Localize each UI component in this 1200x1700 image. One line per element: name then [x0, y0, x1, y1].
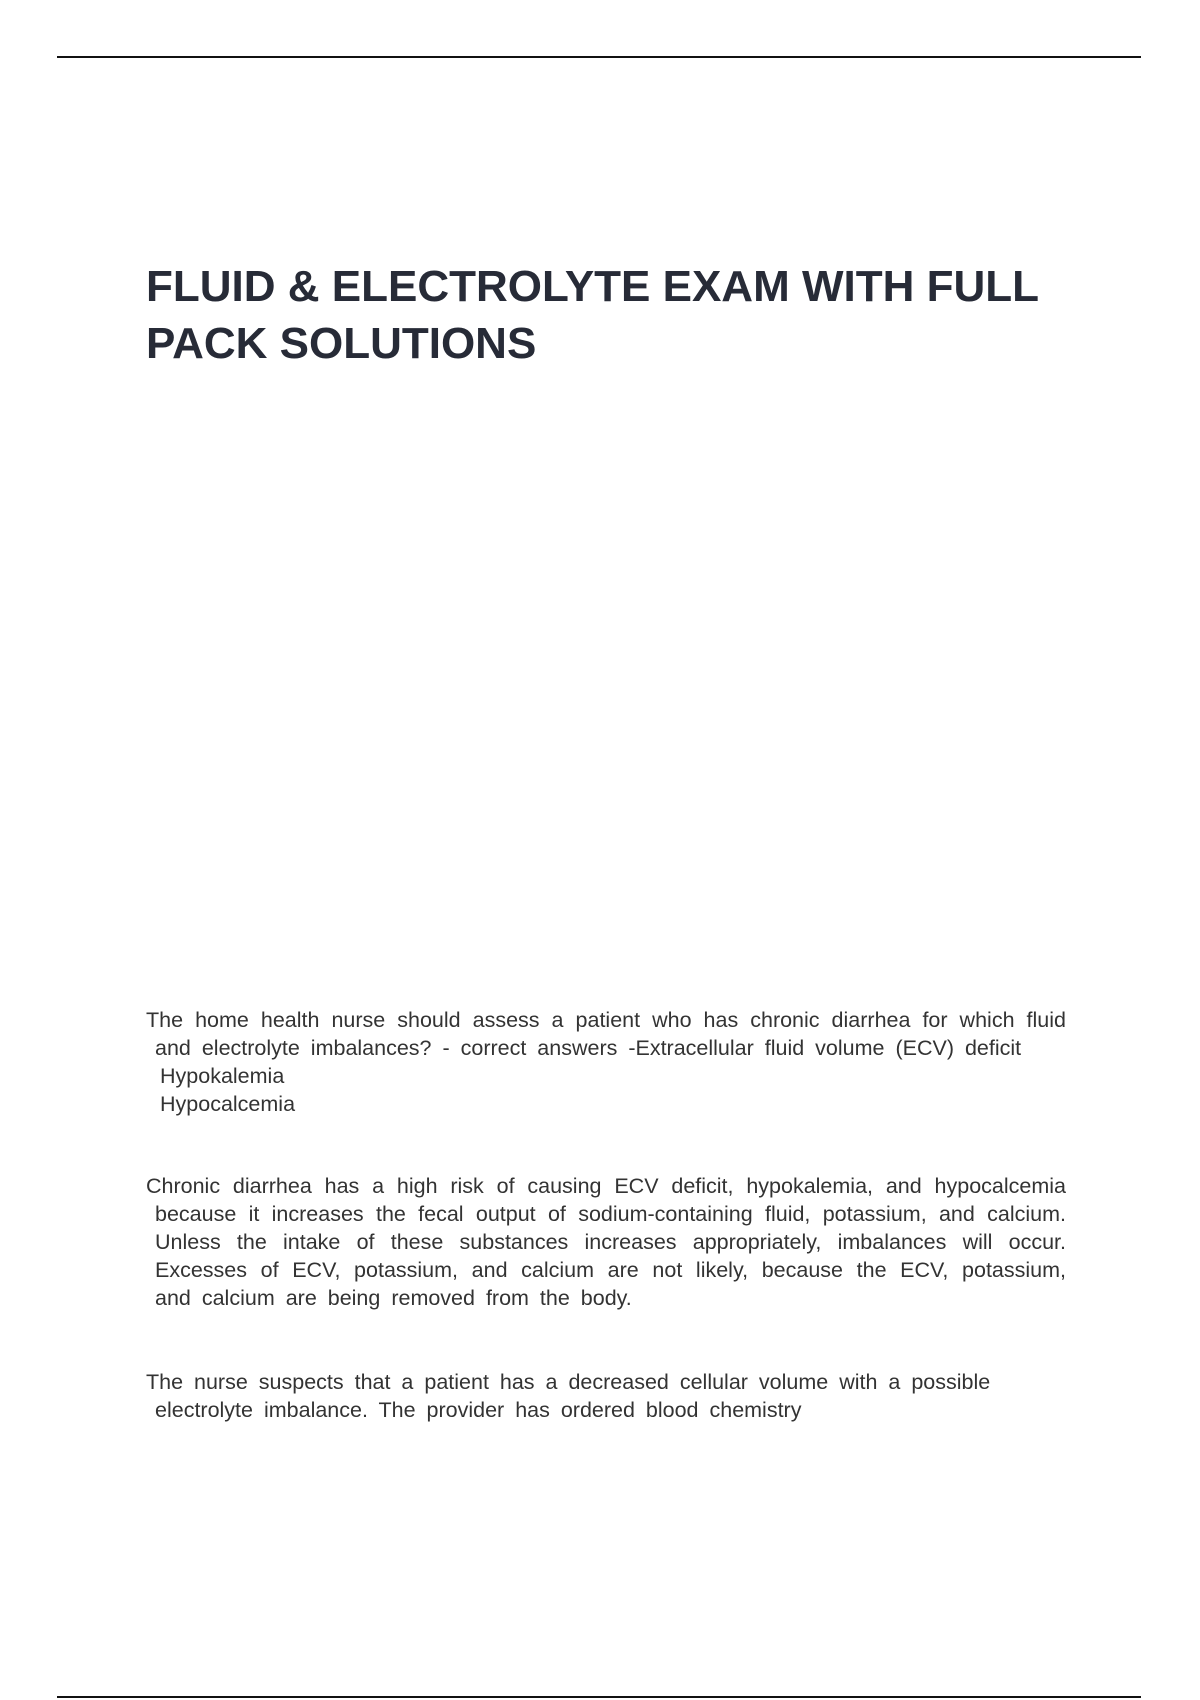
answer-item: Hypokalemia [160, 1064, 285, 1088]
question-paragraph-1 [146, 1006, 1066, 1118]
question-paragraph-2 [146, 1368, 1066, 1424]
footer-rule [57, 1696, 1141, 1698]
document-title: FLUID & ELECTROLYTE EXAM WITH FULL PACK SOLUTIONS [146, 262, 1039, 368]
answer-item: Hypocalcemia [160, 1092, 296, 1116]
rationale-paragraph [146, 1172, 1066, 1312]
paragraph-text: The home health nurse should assess a patient who has chronic diarrhea for which fluid and electrolyte imbalances? - correct answers -Extracellular fluid volume (ECV) deficit [146, 1008, 1066, 1060]
header-rule [57, 56, 1141, 58]
paragraph-text: Chronic diarrhea has a high risk of causing ECV deficit, hypokalemia, and hypocalcemia because it increases the fecal output of sodium-containing fluid, potassium, and calcium. Unless the intake of these substances increases appropriately, imbalances will occur. Excesses of ECV, potassium, and calcium are not likely, because the ECV, potassium, and calcium are being removed from the body. [146, 1174, 1066, 1310]
paragraph-text: The nurse suspects that a patient has a decreased cellular volume with a possible electrolyte imbalance. The provider has ordered blood chemistry [146, 1370, 991, 1422]
